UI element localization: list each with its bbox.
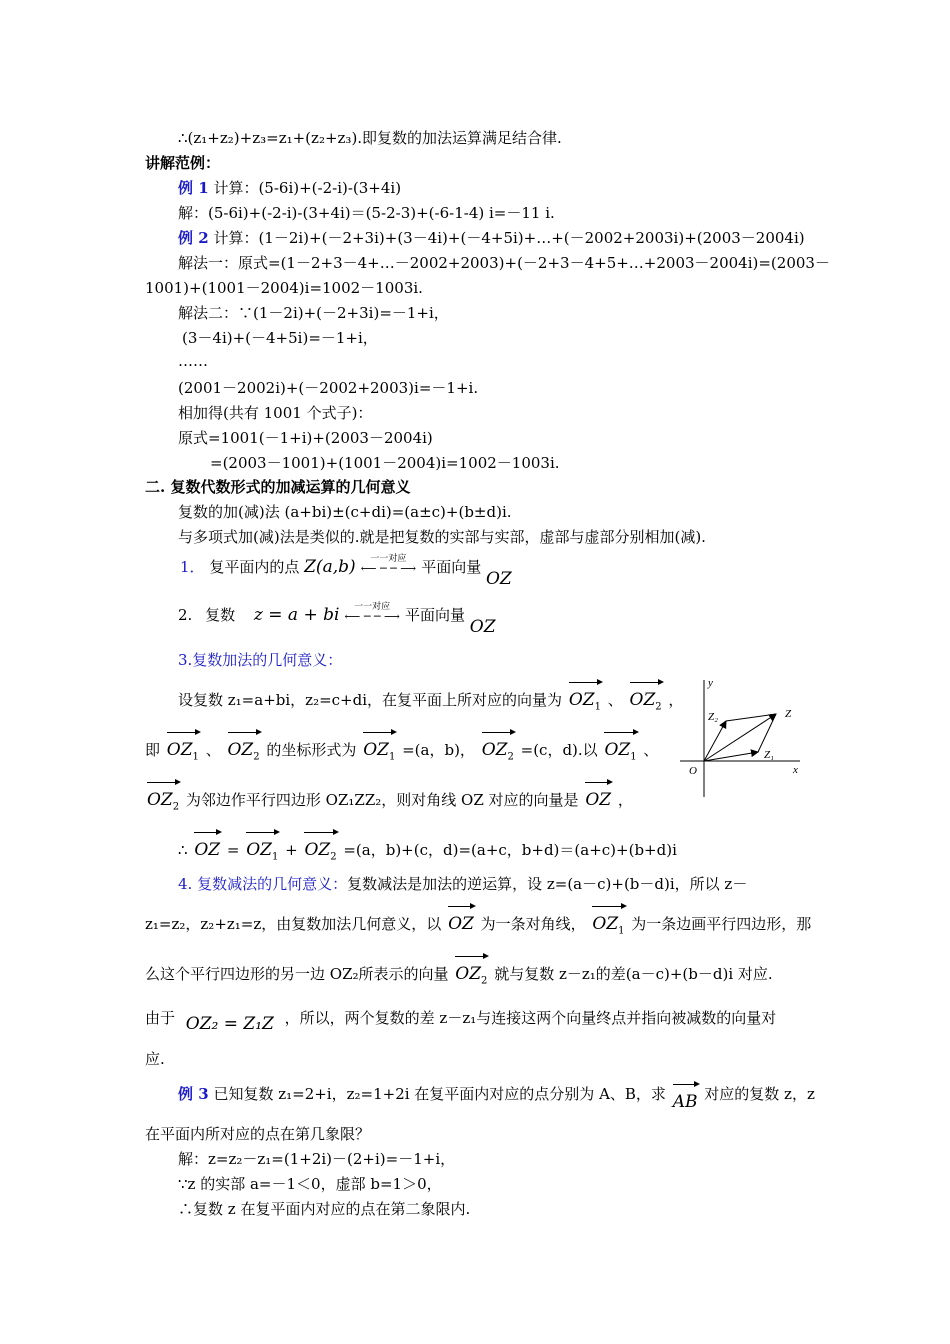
vector-oz2: $OZ_2$	[228, 730, 260, 771]
vector-oz2-arrow	[704, 721, 726, 761]
example-3-solution-2: ∵z 的实部 a=－1＜0，虚部 b=1＞0，	[178, 1175, 442, 1193]
vector-oz: OZ	[448, 904, 474, 938]
example-2-label: 例 2	[178, 229, 209, 247]
correspondence-2	[178, 601, 496, 637]
vector-oz1: $OZ_1$	[167, 730, 199, 771]
vector-oz: OZ	[194, 830, 220, 864]
section-heading-geometry: 二. 复数代数形式的加减运算的几何意义	[145, 478, 411, 496]
addition-geometry-heading: 3.复数加法的几何意义：	[178, 651, 343, 669]
subtraction-geometry-line-2	[145, 904, 811, 945]
plane-vector-text: 平面向量	[404, 606, 465, 624]
text: ，所以，两个复数的差 z－z₁与连接这两个向量终点并指向被减数的向量对	[284, 1009, 777, 1027]
vector-oz2: $OZ_2$	[630, 680, 662, 721]
example-3	[178, 1074, 815, 1112]
example-3-question: 在平面内所对应的点在第几象限？	[145, 1125, 371, 1143]
parallelogram-diagram	[672, 672, 812, 802]
addition-geometry-line-3	[145, 780, 633, 821]
addition-geometry-line-4	[178, 830, 677, 871]
section-heading-examples: 讲解范例：	[145, 154, 221, 172]
vector-oz1: $OZ_1$	[246, 830, 278, 871]
addition-geometry-line-2	[145, 730, 658, 771]
arrow-label: 一一对应	[354, 602, 391, 612]
text: 为一条边画平行四边形，那	[631, 915, 812, 933]
subtraction-geometry-line-4	[145, 1004, 776, 1032]
example-2	[178, 228, 805, 248]
example-2-text: 计算：(1－2i)+(－2+3i)+(3－4i)+(－4+5i)+…+(－2002+2003i)+(2003－2004i)	[208, 229, 805, 247]
text: =(c，d).以	[520, 741, 598, 759]
vector-oz1: $OZ_1$	[592, 904, 624, 945]
text: 复数减法是加法的逆运算，设 z=(a－c)+(b－d)i，所以 z－	[347, 875, 748, 893]
solution-2-line-2: (3－4i)+(－4+5i)=－1+i，	[182, 329, 378, 347]
solution-1-line-1: 解法一：原式=(1－2+3－4+…－2002+2003)+(－2+3－4+5+…+2003－2004i)=(2003－	[178, 254, 830, 272]
subtraction-heading: 4. 复数减法的几何意义：	[178, 875, 348, 893]
text: 为邻边作平行四边形 OZ₁ZZ₂，则对角线 OZ 对应的向量是	[185, 791, 579, 809]
addition-explanation: 与多项式加(减)法是类似的.就是把复数的实部与实部，虚部与虚部分别相加(减).	[178, 528, 706, 546]
solution-2-ellipsis: ……	[178, 352, 208, 370]
vector-oz2: $OZ_2$	[455, 954, 487, 995]
vector-oz2: $OZ_2$	[482, 730, 514, 771]
vector-oz2: $OZ_2$	[304, 830, 336, 871]
correspondence-1	[180, 553, 512, 589]
vector-ab: AB	[673, 1082, 698, 1116]
text: =(a，b)+(c，d)=(a+c，b+d)＝(a+c)+(b+d)i	[343, 841, 677, 859]
vector-oz1: $OZ_1$	[363, 730, 395, 771]
plane-vector-text: 平面向量	[421, 558, 482, 576]
text: 由于	[145, 1009, 176, 1027]
separator: 、	[205, 741, 221, 759]
equals: =	[226, 841, 245, 859]
one-to-one-arrow-icon	[344, 603, 400, 622]
text: z₁=z₂，z₂+z₁=z，由复数加法几何意义，以	[145, 915, 442, 933]
solution-2-line-1: 解法二：∵(1－2i)+(－2+3i)=－1+i，	[178, 304, 449, 322]
correspondence-2-text: 复数	[205, 606, 236, 624]
subtraction-geometry-line-1	[178, 874, 747, 894]
line-associative: ∴(z₁+z₂)+z₃=z₁+(z₂+z₃).即复数的加法运算满足结合律.	[178, 129, 562, 147]
vector-oz1: $OZ_1$	[569, 680, 601, 721]
subtraction-geometry-line-5: 应.	[145, 1050, 165, 1068]
vector-oz-label: OZ	[485, 569, 512, 589]
example-1-label: 例 1	[178, 179, 209, 197]
solution-1-line-2: 1001)+(1001－2004)i=1002－1003i.	[145, 279, 423, 297]
separator: ，	[617, 791, 633, 809]
therefore: ∴	[178, 841, 188, 859]
text: 就与复数 z－z₁的差(a－c)+(b－d)i 对应.	[494, 965, 773, 983]
text: 已知复数 z₁=2+i，z₂=1+2i 在复平面内对应的点分别为 A、B，求	[208, 1085, 666, 1103]
example-3-label: 例 3	[178, 1085, 209, 1103]
text: 么这个平行四边形的另一边 OZ₂所表示的向量	[145, 965, 449, 983]
example-1-text: 计算：(5-6i)+(-2-i)-(3+4i)	[208, 179, 402, 197]
subtraction-geometry-line-3	[145, 954, 773, 995]
arrow-label: 一一对应	[370, 554, 407, 564]
text: 设复数 z₁=a+bi，z₂=c+di，在复平面上所对应的向量为	[178, 691, 563, 709]
addition-rule: 复数的加(减)法 (a+bi)±(c+di)=(a±c)+(b±d)i.	[178, 503, 512, 521]
separator: 、	[643, 741, 659, 759]
vector-oz2: $OZ_2$	[147, 780, 179, 821]
vector-oz1-arrow	[704, 752, 758, 761]
separator: ，	[668, 691, 684, 709]
plus: +	[285, 841, 303, 859]
text: 即	[145, 741, 161, 759]
one-to-one-arrow-icon	[360, 555, 416, 574]
example-3-solution-1: 解：z=z₂－z₁=(1+2i)－(2+i)=－1+i，	[178, 1150, 456, 1168]
z-label: Z	[785, 708, 792, 720]
z1-label: Z₁	[764, 749, 774, 761]
text: 的坐标形式为	[266, 741, 357, 759]
item-number-1: 1．	[180, 558, 205, 576]
item-number-2: 2.	[178, 606, 193, 624]
y-axis-label: y	[708, 677, 713, 689]
text: 对应的复数 z，z	[704, 1085, 815, 1103]
separator: 、	[607, 691, 623, 709]
text: =(a，b)，	[402, 741, 475, 759]
text: 为一条对角线，	[480, 915, 586, 933]
x-axis-label: x	[793, 764, 798, 776]
solution-2-line-3: (2001－2002i)+(－2002+2003)i=－1+i.	[178, 379, 479, 397]
solution-2-line-6: =(2003－1001)+(1001－2004)i=1002－1003i.	[210, 454, 560, 472]
correspondence-1-text: 复平面内的点	[209, 558, 300, 576]
solution-2-line-5: 原式=1001(－1+i)+(2003－2004i)	[178, 429, 433, 447]
vector-equality: OZ₂ = Z₁Z	[185, 1014, 274, 1034]
vector-oz-label: OZ	[469, 617, 496, 637]
vector-oz1: $OZ_1$	[604, 730, 636, 771]
solution-2-line-4: 相加得(共有 1001 个式子)：	[178, 404, 373, 422]
vector-oz: OZ	[585, 780, 611, 814]
example-3-solution-3: ∴复数 z 在复平面内对应的点在第二象限内.	[178, 1200, 471, 1218]
example-1-solution: 解：(5-6i)+(-2-i)-(3+4i)＝(5-2-3)+(-6-1-4) i=－11 i.	[178, 204, 555, 222]
side-z2-z	[726, 714, 776, 721]
addition-geometry-line-1	[178, 680, 683, 721]
example-1	[178, 178, 401, 198]
point-z: Z(a,b)	[304, 557, 356, 577]
complex-z: z = a + bi	[253, 605, 340, 625]
z2-label: Z₂	[708, 711, 718, 723]
origin-label: O	[689, 765, 697, 777]
